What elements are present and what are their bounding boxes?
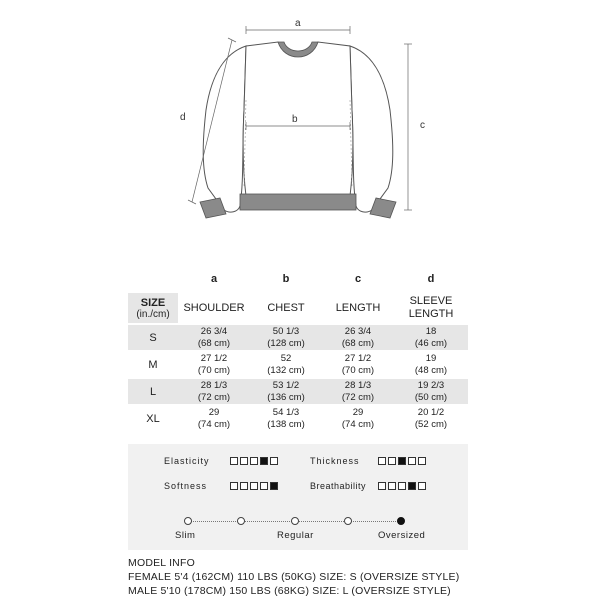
rating-box [230,457,238,465]
inch-value: 19 2/3 [417,379,445,391]
fit-dot [344,517,352,525]
inch-value: 29 [208,407,220,418]
rating-box [240,457,248,465]
letter-d: d [394,266,468,292]
inch-value: 26 3/4 [344,325,372,337]
size-chart-table [128,266,468,432]
breathability-rating [378,482,426,490]
table-row [128,378,468,405]
measurement-cell [394,405,468,432]
size-cell: M [128,351,178,378]
model-info-title: MODEL INFO [128,557,195,569]
rating-box [240,482,248,490]
table-row [128,324,468,351]
dimension-c [404,44,412,210]
fit-label-regular: Regular [277,530,314,541]
label-d: d [180,112,186,123]
table-row [128,405,468,432]
rating-box [408,457,416,465]
measurement-cell [250,378,322,405]
cm-value: (128 cm) [267,337,305,349]
measurement-cell [322,378,394,405]
cm-value: (70 cm) [341,364,375,376]
cm-value: (72 cm) [341,391,375,403]
table-row [128,351,468,378]
rating-box [250,482,258,490]
measurement-cell [394,378,468,405]
thickness-rating [378,457,426,465]
inch-value: 20 1/2 [417,407,445,418]
col-length [322,292,394,324]
measurement-cell [178,324,250,351]
rating-box [270,482,278,490]
letter-b: b [250,266,322,292]
empty-corner [128,266,178,292]
cm-value: (48 cm) [414,364,448,376]
cm-value: (72 cm) [197,391,231,403]
measurement-cell [322,405,394,432]
measurement-cell [394,324,468,351]
rating-box [398,482,406,490]
elasticity-rating [230,457,278,465]
cm-value: (68 cm) [341,337,375,349]
column-label-row [128,292,468,324]
cm-value: (74 cm) [197,419,231,430]
rating-box [388,457,396,465]
fit-label-oversized: Oversized [378,530,426,541]
measurement-cell [322,324,394,351]
letter-header-row [128,266,468,292]
rating-box [408,482,416,490]
size-cell: XL [128,405,178,432]
softness-label: Softness [164,481,208,491]
rating-box [398,457,406,465]
inch-value: 27 1/2 [200,352,228,364]
measurement-cell [250,351,322,378]
size-cell: L [128,378,178,405]
cm-value: (68 cm) [197,337,231,349]
size-unit: (in./cm) [136,308,170,320]
rating-box [270,457,278,465]
cm-value: (50 cm) [414,391,448,403]
col-chest [250,292,322,324]
inch-value: 50 1/3 [272,325,300,337]
model-info-male: MALE 5'10 (178CM) 150 LBS (68KG) SIZE: L (OVERSIZE STYLE) [128,585,451,597]
cm-value: (74 cm) [341,419,375,430]
rating-box [378,482,386,490]
rating-box [418,457,426,465]
inch-value: 29 [352,407,364,418]
softness-rating [230,482,278,490]
measurement-cell [178,405,250,432]
inch-value: 53 1/2 [272,379,300,391]
col-sleeve-length [394,292,468,324]
elasticity-label: Elasticity [164,456,210,466]
model-info [128,556,598,598]
fit-dot [184,517,192,525]
inch-value: 19 [425,352,437,364]
label-a: a [295,18,301,29]
cm-value: (138 cm) [267,419,305,430]
sweatshirt-illustration [128,0,468,262]
inch-value: 52 [280,352,292,364]
inch-value: 54 1/3 [272,407,300,418]
rating-box [378,457,386,465]
cm-value: (52 cm) [414,419,448,430]
size-cell: S [128,324,178,351]
size-title: SIZE [140,296,166,309]
fit-dot [291,517,299,525]
fit-label-slim: Slim [175,530,196,541]
fit-dot [397,517,405,525]
measurement-diagram [128,0,468,262]
col-shoulder [178,292,250,324]
col-label: SLEEVE [409,295,453,307]
size-header [128,292,178,324]
col-label: CHEST [267,302,305,314]
inch-value: 28 1/3 [344,379,372,391]
measurement-cell [250,405,322,432]
model-info-female: FEMALE 5'4 (162CM) 110 LBS (50KG) SIZE: S (OVERSIZE STYLE) [128,571,460,583]
rating-box [260,482,268,490]
cm-value: (136 cm) [267,391,305,403]
rating-box [388,482,396,490]
rating-box [260,457,268,465]
inch-value: 26 3/4 [200,325,228,337]
inch-value: 28 1/3 [200,379,228,391]
measurement-cell [250,324,322,351]
col-label-2: LENGTH [408,308,454,320]
rating-box [418,482,426,490]
label-c: c [420,120,425,131]
breathability-label: Breathability [310,481,367,491]
rating-box [230,482,238,490]
measurement-cell [178,351,250,378]
rating-box [250,457,258,465]
letter-a: a [178,266,250,292]
cm-value: (132 cm) [267,364,305,376]
label-b: b [292,114,298,125]
col-label: SHOULDER [183,302,245,314]
measurement-cell [178,378,250,405]
inch-value: 18 [425,325,437,337]
measurement-cell [394,351,468,378]
cm-value: (46 cm) [414,337,448,349]
cm-value: (70 cm) [197,364,231,376]
letter-c: c [322,266,394,292]
size-rows [128,324,468,432]
col-label: LENGTH [335,302,381,314]
inch-value: 27 1/2 [344,352,372,364]
measurement-cell [322,351,394,378]
thickness-label: Thickness [310,456,360,466]
